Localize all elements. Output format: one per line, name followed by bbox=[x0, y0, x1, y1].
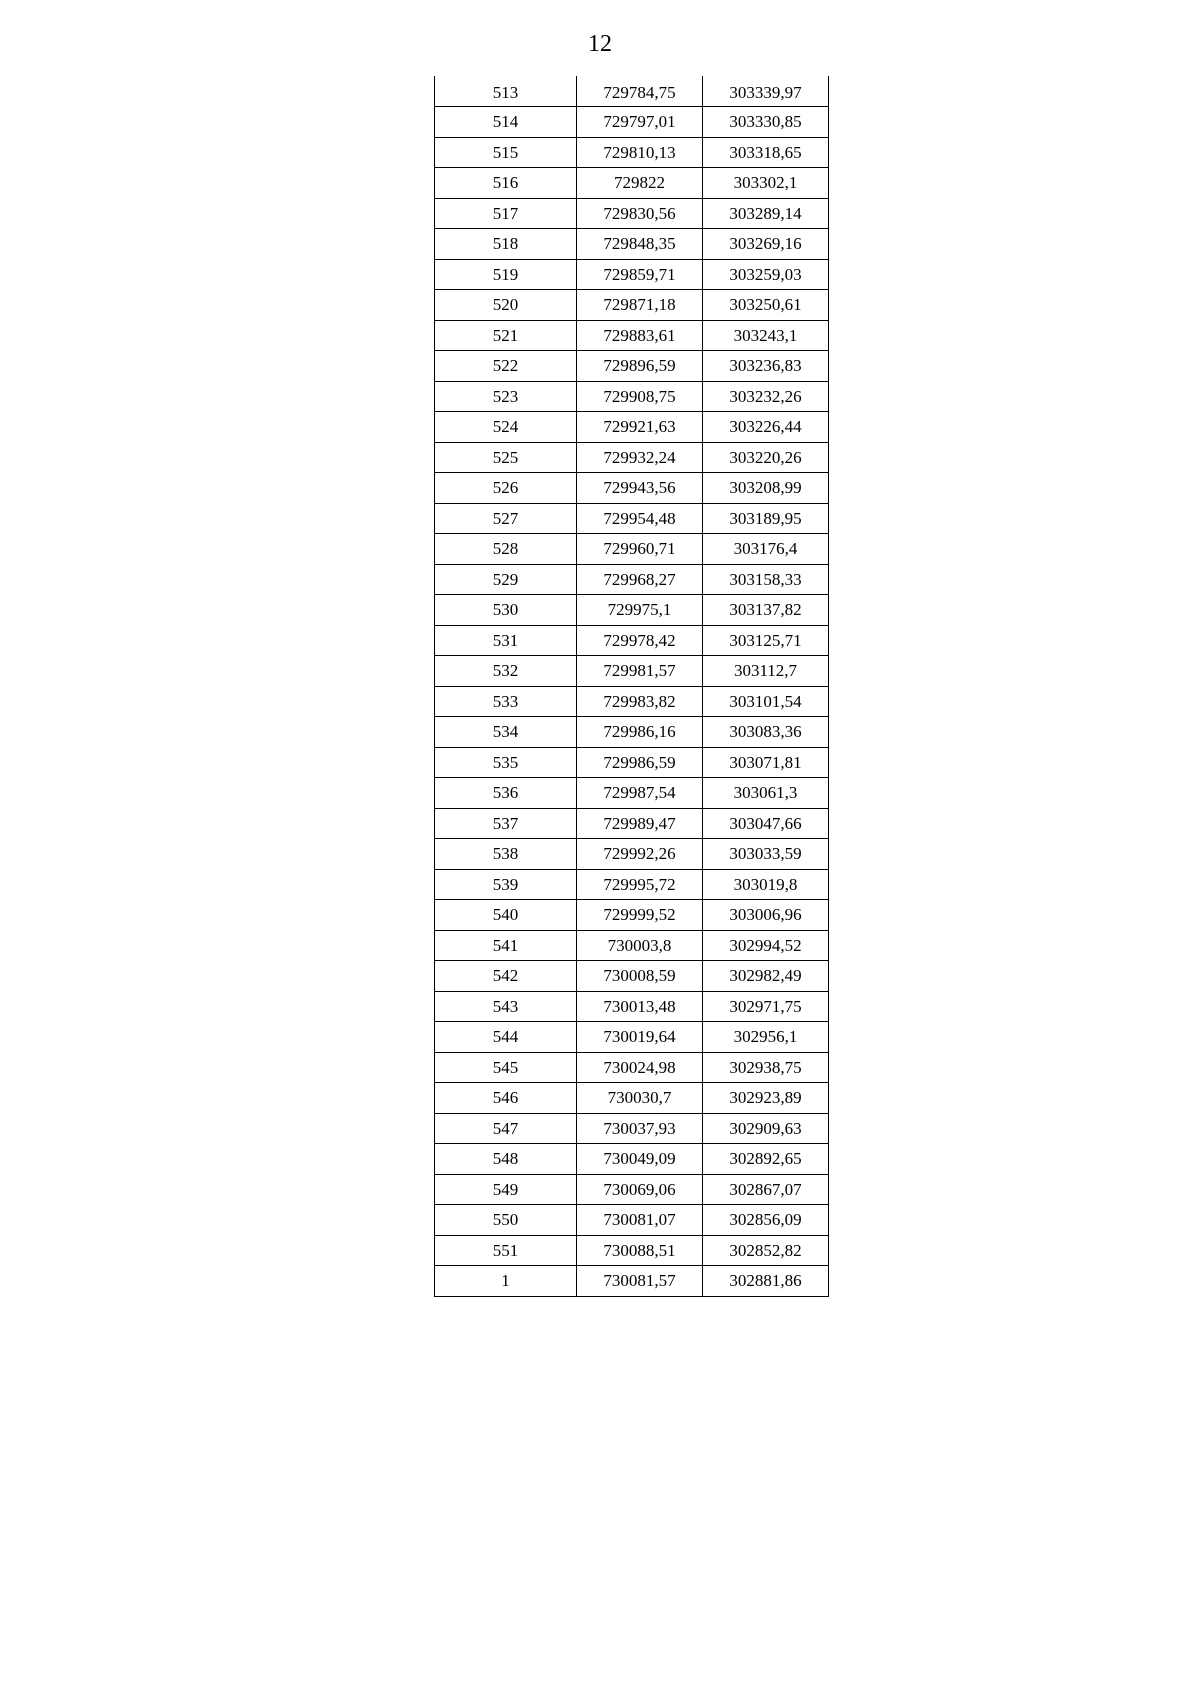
table-row bbox=[435, 808, 829, 839]
x-coordinate-cell: 729999,52 bbox=[577, 900, 703, 931]
table-row bbox=[435, 137, 829, 168]
point-number-cell: 536 bbox=[435, 778, 577, 809]
table-row bbox=[435, 1113, 829, 1144]
y-coordinate-cell: 302994,52 bbox=[703, 930, 829, 961]
y-coordinate-cell: 303226,44 bbox=[703, 412, 829, 443]
table-row bbox=[435, 76, 829, 107]
y-coordinate-cell: 303243,1 bbox=[703, 320, 829, 351]
table-row bbox=[435, 259, 829, 290]
x-coordinate-cell: 729810,13 bbox=[577, 137, 703, 168]
table-row bbox=[435, 290, 829, 321]
x-coordinate-cell: 730037,93 bbox=[577, 1113, 703, 1144]
y-coordinate-cell: 303112,7 bbox=[703, 656, 829, 687]
point-number-cell: 530 bbox=[435, 595, 577, 626]
table-row bbox=[435, 991, 829, 1022]
x-coordinate-cell: 729830,56 bbox=[577, 198, 703, 229]
x-coordinate-cell: 729954,48 bbox=[577, 503, 703, 534]
x-coordinate-cell: 730088,51 bbox=[577, 1235, 703, 1266]
point-number-cell: 515 bbox=[435, 137, 577, 168]
point-number-cell: 525 bbox=[435, 442, 577, 473]
y-coordinate-cell: 303269,16 bbox=[703, 229, 829, 260]
table-row bbox=[435, 351, 829, 382]
y-coordinate-cell: 302856,09 bbox=[703, 1205, 829, 1236]
point-number-cell: 516 bbox=[435, 168, 577, 199]
y-coordinate-cell: 303061,3 bbox=[703, 778, 829, 809]
x-coordinate-cell: 730069,06 bbox=[577, 1174, 703, 1205]
x-coordinate-cell: 730081,07 bbox=[577, 1205, 703, 1236]
point-number-cell: 518 bbox=[435, 229, 577, 260]
table-row bbox=[435, 1205, 829, 1236]
table-row bbox=[435, 381, 829, 412]
point-number-cell: 549 bbox=[435, 1174, 577, 1205]
y-coordinate-cell: 303176,4 bbox=[703, 534, 829, 565]
table-row bbox=[435, 412, 829, 443]
point-number-cell: 543 bbox=[435, 991, 577, 1022]
table-row bbox=[435, 930, 829, 961]
x-coordinate-cell: 729978,42 bbox=[577, 625, 703, 656]
x-coordinate-cell: 729883,61 bbox=[577, 320, 703, 351]
page-number: 12 bbox=[588, 31, 612, 57]
x-coordinate-cell: 729921,63 bbox=[577, 412, 703, 443]
point-number-cell: 535 bbox=[435, 747, 577, 778]
x-coordinate-cell: 729986,16 bbox=[577, 717, 703, 748]
point-number-cell: 526 bbox=[435, 473, 577, 504]
y-coordinate-cell: 302982,49 bbox=[703, 961, 829, 992]
table-row bbox=[435, 564, 829, 595]
y-coordinate-cell: 303236,83 bbox=[703, 351, 829, 382]
table-row bbox=[435, 747, 829, 778]
y-coordinate-cell: 303125,71 bbox=[703, 625, 829, 656]
x-coordinate-cell: 729797,01 bbox=[577, 107, 703, 138]
x-coordinate-cell: 729992,26 bbox=[577, 839, 703, 870]
y-coordinate-cell: 303071,81 bbox=[703, 747, 829, 778]
y-coordinate-cell: 302909,63 bbox=[703, 1113, 829, 1144]
table-row bbox=[435, 900, 829, 931]
x-coordinate-cell: 730019,64 bbox=[577, 1022, 703, 1053]
y-coordinate-cell: 303232,26 bbox=[703, 381, 829, 412]
table-row bbox=[435, 229, 829, 260]
table-row bbox=[435, 717, 829, 748]
x-coordinate-cell: 729995,72 bbox=[577, 869, 703, 900]
table-row bbox=[435, 1266, 829, 1297]
y-coordinate-cell: 303189,95 bbox=[703, 503, 829, 534]
x-coordinate-cell: 729871,18 bbox=[577, 290, 703, 321]
x-coordinate-cell: 730049,09 bbox=[577, 1144, 703, 1175]
y-coordinate-cell: 303289,14 bbox=[703, 198, 829, 229]
x-coordinate-cell: 729989,47 bbox=[577, 808, 703, 839]
point-number-cell: 547 bbox=[435, 1113, 577, 1144]
table-row bbox=[435, 656, 829, 687]
x-coordinate-cell: 729968,27 bbox=[577, 564, 703, 595]
point-number-cell: 539 bbox=[435, 869, 577, 900]
point-number-cell: 548 bbox=[435, 1144, 577, 1175]
y-coordinate-cell: 303158,33 bbox=[703, 564, 829, 595]
table-row bbox=[435, 473, 829, 504]
table-row bbox=[435, 625, 829, 656]
y-coordinate-cell: 303330,85 bbox=[703, 107, 829, 138]
y-coordinate-cell: 302956,1 bbox=[703, 1022, 829, 1053]
table-row bbox=[435, 686, 829, 717]
table-row bbox=[435, 1174, 829, 1205]
y-coordinate-cell: 302881,86 bbox=[703, 1266, 829, 1297]
point-number-cell: 540 bbox=[435, 900, 577, 931]
x-coordinate-cell: 730013,48 bbox=[577, 991, 703, 1022]
point-number-cell: 542 bbox=[435, 961, 577, 992]
table-row bbox=[435, 1083, 829, 1114]
point-number-cell: 524 bbox=[435, 412, 577, 443]
table-row bbox=[435, 1144, 829, 1175]
table-row bbox=[435, 1052, 829, 1083]
table-row bbox=[435, 1235, 829, 1266]
x-coordinate-cell: 729943,56 bbox=[577, 473, 703, 504]
y-coordinate-cell: 303339,97 bbox=[703, 76, 829, 107]
table-row bbox=[435, 107, 829, 138]
point-number-cell: 1 bbox=[435, 1266, 577, 1297]
y-coordinate-cell: 303047,66 bbox=[703, 808, 829, 839]
point-number-cell: 550 bbox=[435, 1205, 577, 1236]
point-number-cell: 546 bbox=[435, 1083, 577, 1114]
x-coordinate-cell: 729896,59 bbox=[577, 351, 703, 382]
y-coordinate-cell: 303250,61 bbox=[703, 290, 829, 321]
x-coordinate-cell: 729932,24 bbox=[577, 442, 703, 473]
x-coordinate-cell: 729983,82 bbox=[577, 686, 703, 717]
y-coordinate-cell: 303083,36 bbox=[703, 717, 829, 748]
x-coordinate-cell: 730030,7 bbox=[577, 1083, 703, 1114]
table-row bbox=[435, 869, 829, 900]
y-coordinate-cell: 303259,03 bbox=[703, 259, 829, 290]
x-coordinate-cell: 729987,54 bbox=[577, 778, 703, 809]
table-row bbox=[435, 778, 829, 809]
x-coordinate-cell: 729986,59 bbox=[577, 747, 703, 778]
point-number-cell: 520 bbox=[435, 290, 577, 321]
x-coordinate-cell: 729822 bbox=[577, 168, 703, 199]
y-coordinate-cell: 303006,96 bbox=[703, 900, 829, 931]
table-row bbox=[435, 198, 829, 229]
y-coordinate-cell: 302923,89 bbox=[703, 1083, 829, 1114]
y-coordinate-cell: 302938,75 bbox=[703, 1052, 829, 1083]
x-coordinate-cell: 730024,98 bbox=[577, 1052, 703, 1083]
table-row bbox=[435, 534, 829, 565]
point-number-cell: 533 bbox=[435, 686, 577, 717]
point-number-cell: 534 bbox=[435, 717, 577, 748]
point-number-cell: 551 bbox=[435, 1235, 577, 1266]
point-number-cell: 529 bbox=[435, 564, 577, 595]
y-coordinate-cell: 303208,99 bbox=[703, 473, 829, 504]
table-row bbox=[435, 442, 829, 473]
point-number-cell: 513 bbox=[435, 76, 577, 107]
point-number-cell: 521 bbox=[435, 320, 577, 351]
y-coordinate-cell: 302867,07 bbox=[703, 1174, 829, 1205]
coordinates-table bbox=[434, 76, 829, 1297]
point-number-cell: 523 bbox=[435, 381, 577, 412]
x-coordinate-cell: 730081,57 bbox=[577, 1266, 703, 1297]
x-coordinate-cell: 729784,75 bbox=[577, 76, 703, 107]
point-number-cell: 531 bbox=[435, 625, 577, 656]
x-coordinate-cell: 729975,1 bbox=[577, 595, 703, 626]
table-row bbox=[435, 168, 829, 199]
table-row bbox=[435, 961, 829, 992]
point-number-cell: 538 bbox=[435, 839, 577, 870]
y-coordinate-cell: 303302,1 bbox=[703, 168, 829, 199]
table-row bbox=[435, 320, 829, 351]
point-number-cell: 517 bbox=[435, 198, 577, 229]
y-coordinate-cell: 303220,26 bbox=[703, 442, 829, 473]
table-row bbox=[435, 839, 829, 870]
y-coordinate-cell: 303033,59 bbox=[703, 839, 829, 870]
table-row bbox=[435, 1022, 829, 1053]
point-number-cell: 545 bbox=[435, 1052, 577, 1083]
coordinates-table-body bbox=[435, 76, 829, 1296]
y-coordinate-cell: 303019,8 bbox=[703, 869, 829, 900]
point-number-cell: 541 bbox=[435, 930, 577, 961]
y-coordinate-cell: 303318,65 bbox=[703, 137, 829, 168]
x-coordinate-cell: 729960,71 bbox=[577, 534, 703, 565]
x-coordinate-cell: 729848,35 bbox=[577, 229, 703, 260]
x-coordinate-cell: 729908,75 bbox=[577, 381, 703, 412]
y-coordinate-cell: 302852,82 bbox=[703, 1235, 829, 1266]
point-number-cell: 522 bbox=[435, 351, 577, 382]
point-number-cell: 527 bbox=[435, 503, 577, 534]
x-coordinate-cell: 730003,8 bbox=[577, 930, 703, 961]
y-coordinate-cell: 302971,75 bbox=[703, 991, 829, 1022]
point-number-cell: 519 bbox=[435, 259, 577, 290]
y-coordinate-cell: 303101,54 bbox=[703, 686, 829, 717]
point-number-cell: 532 bbox=[435, 656, 577, 687]
x-coordinate-cell: 729859,71 bbox=[577, 259, 703, 290]
table-row bbox=[435, 503, 829, 534]
x-coordinate-cell: 730008,59 bbox=[577, 961, 703, 992]
point-number-cell: 528 bbox=[435, 534, 577, 565]
y-coordinate-cell: 303137,82 bbox=[703, 595, 829, 626]
point-number-cell: 537 bbox=[435, 808, 577, 839]
table-row bbox=[435, 595, 829, 626]
x-coordinate-cell: 729981,57 bbox=[577, 656, 703, 687]
y-coordinate-cell: 302892,65 bbox=[703, 1144, 829, 1175]
point-number-cell: 514 bbox=[435, 107, 577, 138]
point-number-cell: 544 bbox=[435, 1022, 577, 1053]
